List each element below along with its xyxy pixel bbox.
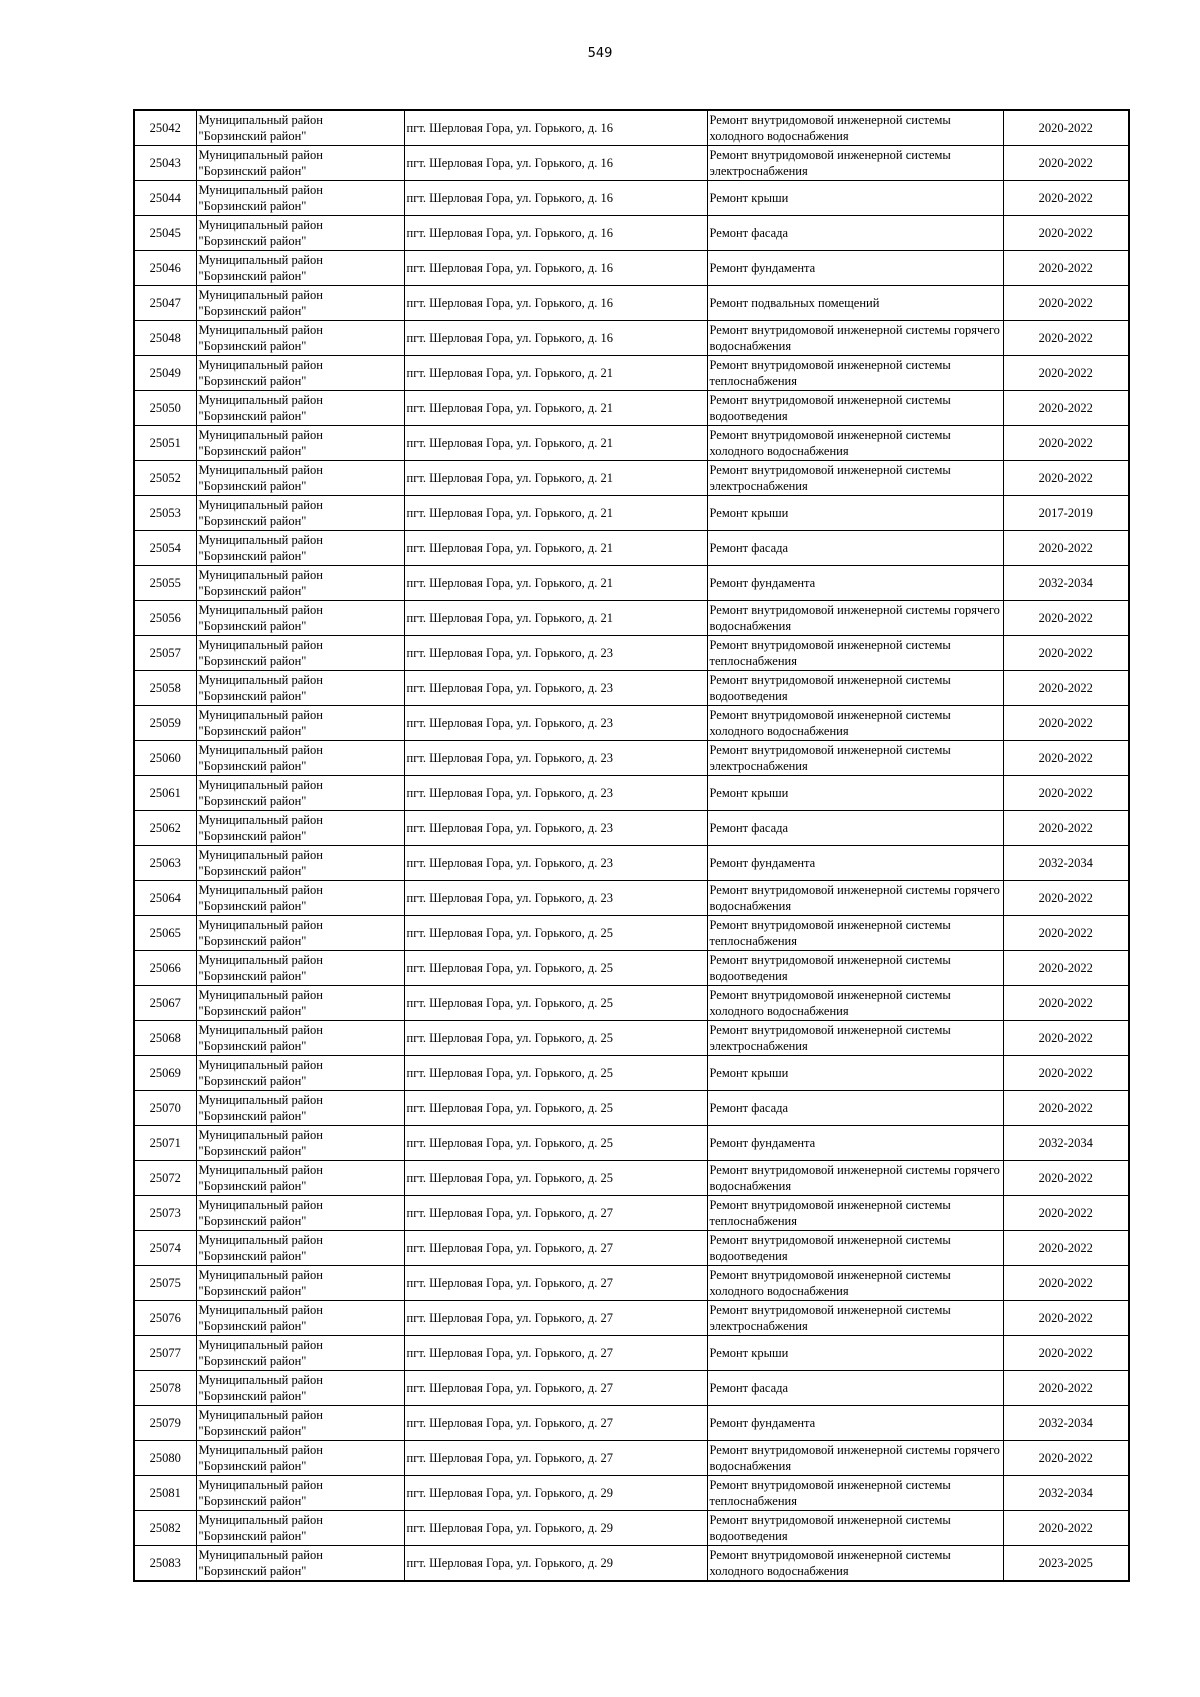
work-type-cell: Ремонт внутридомовой инженерной системы горячего водоснабжения	[707, 1161, 1003, 1196]
work-type-cell: Ремонт фундамента	[707, 846, 1003, 881]
period-cell: 2020-2022	[1003, 461, 1129, 496]
work-type-cell: Ремонт внутридомовой инженерной системы теплоснабжения	[707, 916, 1003, 951]
table-row	[134, 1406, 1129, 1441]
period-cell: 2020-2022	[1003, 811, 1129, 846]
period-cell: 2020-2022	[1003, 741, 1129, 776]
municipality-cell: Муниципальный район "Борзинский район"	[196, 1301, 404, 1336]
table-row	[134, 1196, 1129, 1231]
work-type-cell: Ремонт крыши	[707, 181, 1003, 216]
address-cell: пгт. Шерловая Гора, ул. Горького, д. 25	[404, 951, 707, 986]
municipality-cell: Муниципальный район "Борзинский район"	[196, 706, 404, 741]
row-number-cell: 25059	[134, 706, 196, 741]
address-cell: пгт. Шерловая Гора, ул. Горького, д. 21	[404, 426, 707, 461]
row-number-cell: 25063	[134, 846, 196, 881]
row-number-cell: 25049	[134, 356, 196, 391]
address-cell: пгт. Шерловая Гора, ул. Горького, д. 23	[404, 811, 707, 846]
period-cell: 2020-2022	[1003, 426, 1129, 461]
address-cell: пгт. Шерловая Гора, ул. Горького, д. 23	[404, 706, 707, 741]
table-row	[134, 1266, 1129, 1301]
table-row	[134, 881, 1129, 916]
address-cell: пгт. Шерловая Гора, ул. Горького, д. 27	[404, 1301, 707, 1336]
period-cell: 2020-2022	[1003, 286, 1129, 321]
municipality-cell: Муниципальный район "Борзинский район"	[196, 1476, 404, 1511]
row-number-cell: 25051	[134, 426, 196, 461]
row-number-cell: 25067	[134, 986, 196, 1021]
repair-schedule-table	[133, 109, 1130, 1582]
row-number-cell: 25054	[134, 531, 196, 566]
municipality-cell: Муниципальный район "Борзинский район"	[196, 916, 404, 951]
work-type-cell: Ремонт внутридомовой инженерной системы холодного водоснабжения	[707, 986, 1003, 1021]
address-cell: пгт. Шерловая Гора, ул. Горького, д. 27	[404, 1231, 707, 1266]
period-cell: 2020-2022	[1003, 951, 1129, 986]
work-type-cell: Ремонт фасада	[707, 216, 1003, 251]
table-row	[134, 286, 1129, 321]
period-cell: 2020-2022	[1003, 251, 1129, 286]
row-number-cell: 25071	[134, 1126, 196, 1161]
work-type-cell: Ремонт внутридомовой инженерной системы электроснабжения	[707, 146, 1003, 181]
period-cell: 2020-2022	[1003, 1231, 1129, 1266]
work-type-cell: Ремонт фасада	[707, 531, 1003, 566]
address-cell: пгт. Шерловая Гора, ул. Горького, д. 27	[404, 1441, 707, 1476]
municipality-cell: Муниципальный район "Борзинский район"	[196, 1406, 404, 1441]
municipality-cell: Муниципальный район "Борзинский район"	[196, 286, 404, 321]
table-row	[134, 671, 1129, 706]
work-type-cell: Ремонт внутридомовой инженерной системы водоотведения	[707, 671, 1003, 706]
work-type-cell: Ремонт крыши	[707, 1336, 1003, 1371]
municipality-cell: Муниципальный район "Борзинский район"	[196, 776, 404, 811]
municipality-cell: Муниципальный район "Борзинский район"	[196, 601, 404, 636]
table-row	[134, 1371, 1129, 1406]
row-number-cell: 25080	[134, 1441, 196, 1476]
row-number-cell: 25045	[134, 216, 196, 251]
row-number-cell: 25064	[134, 881, 196, 916]
table-row	[134, 951, 1129, 986]
work-type-cell: Ремонт внутридомовой инженерной системы теплоснабжения	[707, 356, 1003, 391]
municipality-cell: Муниципальный район "Борзинский район"	[196, 356, 404, 391]
work-type-cell: Ремонт внутридомовой инженерной системы водоотведения	[707, 391, 1003, 426]
table-row	[134, 1511, 1129, 1546]
municipality-cell: Муниципальный район "Борзинский район"	[196, 426, 404, 461]
row-number-cell: 25042	[134, 110, 196, 146]
work-type-cell: Ремонт внутридомовой инженерной системы горячего водоснабжения	[707, 321, 1003, 356]
address-cell: пгт. Шерловая Гора, ул. Горького, д. 27	[404, 1196, 707, 1231]
period-cell: 2020-2022	[1003, 1301, 1129, 1336]
address-cell: пгт. Шерловая Гора, ул. Горького, д. 16	[404, 286, 707, 321]
table-row	[134, 251, 1129, 286]
row-number-cell: 25062	[134, 811, 196, 846]
table-row	[134, 601, 1129, 636]
municipality-cell: Муниципальный район "Борзинский район"	[196, 321, 404, 356]
municipality-cell: Муниципальный район "Борзинский район"	[196, 1021, 404, 1056]
row-number-cell: 25050	[134, 391, 196, 426]
municipality-cell: Муниципальный район "Борзинский район"	[196, 986, 404, 1021]
work-type-cell: Ремонт фасада	[707, 1371, 1003, 1406]
table-row	[134, 1546, 1129, 1582]
table-row	[134, 1231, 1129, 1266]
period-cell: 2020-2022	[1003, 881, 1129, 916]
table-row	[134, 1301, 1129, 1336]
table-row	[134, 1021, 1129, 1056]
table-row	[134, 1476, 1129, 1511]
table-row	[134, 1056, 1129, 1091]
table-row	[134, 181, 1129, 216]
municipality-cell: Муниципальный район "Борзинский район"	[196, 1511, 404, 1546]
row-number-cell: 25065	[134, 916, 196, 951]
table-row	[134, 216, 1129, 251]
work-type-cell: Ремонт внутридомовой инженерной системы электроснабжения	[707, 741, 1003, 776]
table-row	[134, 1091, 1129, 1126]
table-row	[134, 776, 1129, 811]
municipality-cell: Муниципальный район "Борзинский район"	[196, 110, 404, 146]
row-number-cell: 25055	[134, 566, 196, 601]
row-number-cell: 25077	[134, 1336, 196, 1371]
period-cell: 2020-2022	[1003, 601, 1129, 636]
work-type-cell: Ремонт внутридомовой инженерной системы горячего водоснабжения	[707, 1441, 1003, 1476]
municipality-cell: Муниципальный район "Борзинский район"	[196, 846, 404, 881]
address-cell: пгт. Шерловая Гора, ул. Горького, д. 25	[404, 1021, 707, 1056]
address-cell: пгт. Шерловая Гора, ул. Горького, д. 16	[404, 110, 707, 146]
row-number-cell: 25043	[134, 146, 196, 181]
row-number-cell: 25053	[134, 496, 196, 531]
address-cell: пгт. Шерловая Гора, ул. Горького, д. 21	[404, 391, 707, 426]
municipality-cell: Муниципальный район "Борзинский район"	[196, 951, 404, 986]
row-number-cell: 25079	[134, 1406, 196, 1441]
row-number-cell: 25076	[134, 1301, 196, 1336]
work-type-cell: Ремонт внутридомовой инженерной системы электроснабжения	[707, 461, 1003, 496]
period-cell: 2020-2022	[1003, 356, 1129, 391]
row-number-cell: 25081	[134, 1476, 196, 1511]
period-cell: 2032-2034	[1003, 1476, 1129, 1511]
period-cell: 2020-2022	[1003, 181, 1129, 216]
row-number-cell: 25075	[134, 1266, 196, 1301]
municipality-cell: Муниципальный район "Борзинский район"	[196, 146, 404, 181]
table-row	[134, 146, 1129, 181]
period-cell: 2020-2022	[1003, 1161, 1129, 1196]
address-cell: пгт. Шерловая Гора, ул. Горького, д. 21	[404, 496, 707, 531]
municipality-cell: Муниципальный район "Борзинский район"	[196, 741, 404, 776]
municipality-cell: Муниципальный район "Борзинский район"	[196, 1196, 404, 1231]
address-cell: пгт. Шерловая Гора, ул. Горького, д. 25	[404, 1056, 707, 1091]
row-number-cell: 25068	[134, 1021, 196, 1056]
page-number: 549	[587, 46, 613, 61]
address-cell: пгт. Шерловая Гора, ул. Горького, д. 29	[404, 1546, 707, 1582]
row-number-cell: 25044	[134, 181, 196, 216]
table-row	[134, 916, 1129, 951]
address-cell: пгт. Шерловая Гора, ул. Горького, д. 25	[404, 1126, 707, 1161]
work-type-cell: Ремонт фасада	[707, 811, 1003, 846]
row-number-cell: 25061	[134, 776, 196, 811]
municipality-cell: Муниципальный район "Борзинский район"	[196, 531, 404, 566]
row-number-cell: 25057	[134, 636, 196, 671]
period-cell: 2020-2022	[1003, 1196, 1129, 1231]
table-row	[134, 426, 1129, 461]
address-cell: пгт. Шерловая Гора, ул. Горького, д. 29	[404, 1476, 707, 1511]
address-cell: пгт. Шерловая Гора, ул. Горького, д. 21	[404, 566, 707, 601]
period-cell: 2020-2022	[1003, 776, 1129, 811]
row-number-cell: 25082	[134, 1511, 196, 1546]
municipality-cell: Муниципальный район "Борзинский район"	[196, 881, 404, 916]
work-type-cell: Ремонт внутридомовой инженерной системы теплоснабжения	[707, 636, 1003, 671]
work-type-cell: Ремонт внутридомовой инженерной системы теплоснабжения	[707, 1196, 1003, 1231]
row-number-cell: 25052	[134, 461, 196, 496]
table-row	[134, 986, 1129, 1021]
table-row	[134, 1441, 1129, 1476]
address-cell: пгт. Шерловая Гора, ул. Горького, д. 27	[404, 1266, 707, 1301]
table-row	[134, 1161, 1129, 1196]
address-cell: пгт. Шерловая Гора, ул. Горького, д. 23	[404, 846, 707, 881]
row-number-cell: 25066	[134, 951, 196, 986]
table-row	[134, 356, 1129, 391]
period-cell: 2032-2034	[1003, 1406, 1129, 1441]
period-cell: 2020-2022	[1003, 636, 1129, 671]
municipality-cell: Муниципальный район "Борзинский район"	[196, 1266, 404, 1301]
period-cell: 2020-2022	[1003, 671, 1129, 706]
municipality-cell: Муниципальный район "Борзинский район"	[196, 1231, 404, 1266]
period-cell: 2032-2034	[1003, 566, 1129, 601]
period-cell: 2020-2022	[1003, 216, 1129, 251]
address-cell: пгт. Шерловая Гора, ул. Горького, д. 23	[404, 881, 707, 916]
period-cell: 2020-2022	[1003, 1371, 1129, 1406]
address-cell: пгт. Шерловая Гора, ул. Горького, д. 16	[404, 181, 707, 216]
row-number-cell: 25070	[134, 1091, 196, 1126]
address-cell: пгт. Шерловая Гора, ул. Горького, д. 16	[404, 251, 707, 286]
table-row	[134, 321, 1129, 356]
work-type-cell: Ремонт фундамента	[707, 1126, 1003, 1161]
municipality-cell: Муниципальный район "Борзинский район"	[196, 811, 404, 846]
work-type-cell: Ремонт внутридомовой инженерной системы холодного водоснабжения	[707, 1546, 1003, 1582]
address-cell: пгт. Шерловая Гора, ул. Горького, д. 21	[404, 356, 707, 391]
address-cell: пгт. Шерловая Гора, ул. Горького, д. 21	[404, 461, 707, 496]
address-cell: пгт. Шерловая Гора, ул. Горького, д. 16	[404, 321, 707, 356]
period-cell: 2020-2022	[1003, 321, 1129, 356]
municipality-cell: Муниципальный район "Борзинский район"	[196, 391, 404, 426]
work-type-cell: Ремонт фундамента	[707, 566, 1003, 601]
row-number-cell: 25056	[134, 601, 196, 636]
row-number-cell: 25048	[134, 321, 196, 356]
address-cell: пгт. Шерловая Гора, ул. Горького, д. 21	[404, 531, 707, 566]
address-cell: пгт. Шерловая Гора, ул. Горького, д. 25	[404, 986, 707, 1021]
period-cell: 2032-2034	[1003, 846, 1129, 881]
work-type-cell: Ремонт подвальных помещений	[707, 286, 1003, 321]
period-cell: 2023-2025	[1003, 1546, 1129, 1582]
table-row	[134, 531, 1129, 566]
table-row	[134, 1126, 1129, 1161]
work-type-cell: Ремонт внутридомовой инженерной системы водоотведения	[707, 951, 1003, 986]
work-type-cell: Ремонт крыши	[707, 496, 1003, 531]
period-cell: 2032-2034	[1003, 1126, 1129, 1161]
period-cell: 2020-2022	[1003, 916, 1129, 951]
municipality-cell: Муниципальный район "Борзинский район"	[196, 496, 404, 531]
municipality-cell: Муниципальный район "Борзинский район"	[196, 181, 404, 216]
period-cell: 2020-2022	[1003, 1441, 1129, 1476]
municipality-cell: Муниципальный район "Борзинский район"	[196, 566, 404, 601]
row-number-cell: 25046	[134, 251, 196, 286]
table-row	[134, 566, 1129, 601]
table-row	[134, 741, 1129, 776]
municipality-cell: Муниципальный район "Борзинский район"	[196, 671, 404, 706]
row-number-cell: 25069	[134, 1056, 196, 1091]
address-cell: пгт. Шерловая Гора, ул. Горького, д. 27	[404, 1371, 707, 1406]
municipality-cell: Муниципальный район "Борзинский район"	[196, 216, 404, 251]
row-number-cell: 25078	[134, 1371, 196, 1406]
municipality-cell: Муниципальный район "Борзинский район"	[196, 461, 404, 496]
table-row	[134, 110, 1129, 146]
work-type-cell: Ремонт внутридомовой инженерной системы электроснабжения	[707, 1301, 1003, 1336]
period-cell: 2020-2022	[1003, 1266, 1129, 1301]
address-cell: пгт. Шерловая Гора, ул. Горького, д. 21	[404, 601, 707, 636]
work-type-cell: Ремонт внутридомовой инженерной системы холодного водоснабжения	[707, 110, 1003, 146]
address-cell: пгт. Шерловая Гора, ул. Горького, д. 16	[404, 216, 707, 251]
table-row	[134, 846, 1129, 881]
row-number-cell: 25058	[134, 671, 196, 706]
address-cell: пгт. Шерловая Гора, ул. Горького, д. 23	[404, 776, 707, 811]
table-row	[134, 461, 1129, 496]
period-cell: 2020-2022	[1003, 146, 1129, 181]
table-row	[134, 811, 1129, 846]
municipality-cell: Муниципальный район "Борзинский район"	[196, 1441, 404, 1476]
municipality-cell: Муниципальный район "Борзинский район"	[196, 1056, 404, 1091]
period-cell: 2020-2022	[1003, 110, 1129, 146]
work-type-cell: Ремонт внутридомовой инженерной системы горячего водоснабжения	[707, 601, 1003, 636]
table-row	[134, 391, 1129, 426]
row-number-cell: 25083	[134, 1546, 196, 1582]
work-type-cell: Ремонт фасада	[707, 1091, 1003, 1126]
work-type-cell: Ремонт внутридомовой инженерной системы холодного водоснабжения	[707, 1266, 1003, 1301]
municipality-cell: Муниципальный район "Борзинский район"	[196, 1336, 404, 1371]
period-cell: 2020-2022	[1003, 1021, 1129, 1056]
address-cell: пгт. Шерловая Гора, ул. Горького, д. 29	[404, 1511, 707, 1546]
table-body	[134, 110, 1129, 1581]
municipality-cell: Муниципальный район "Борзинский район"	[196, 1091, 404, 1126]
period-cell: 2020-2022	[1003, 1091, 1129, 1126]
address-cell: пгт. Шерловая Гора, ул. Горького, д. 25	[404, 1161, 707, 1196]
address-cell: пгт. Шерловая Гора, ул. Горького, д. 27	[404, 1336, 707, 1371]
table-row	[134, 1336, 1129, 1371]
address-cell: пгт. Шерловая Гора, ул. Горького, д. 23	[404, 741, 707, 776]
table-row	[134, 636, 1129, 671]
table-row	[134, 496, 1129, 531]
period-cell: 2020-2022	[1003, 986, 1129, 1021]
work-type-cell: Ремонт внутридомовой инженерной системы электроснабжения	[707, 1021, 1003, 1056]
period-cell: 2020-2022	[1003, 1056, 1129, 1091]
period-cell: 2020-2022	[1003, 531, 1129, 566]
period-cell: 2017-2019	[1003, 496, 1129, 531]
address-cell: пгт. Шерловая Гора, ул. Горького, д. 25	[404, 1091, 707, 1126]
address-cell: пгт. Шерловая Гора, ул. Горького, д. 23	[404, 636, 707, 671]
row-number-cell: 25074	[134, 1231, 196, 1266]
municipality-cell: Муниципальный район "Борзинский район"	[196, 1161, 404, 1196]
period-cell: 2020-2022	[1003, 1336, 1129, 1371]
municipality-cell: Муниципальный район "Борзинский район"	[196, 1371, 404, 1406]
work-type-cell: Ремонт внутридомовой инженерной системы водоотведения	[707, 1511, 1003, 1546]
address-cell: пгт. Шерловая Гора, ул. Горького, д. 27	[404, 1406, 707, 1441]
address-cell: пгт. Шерловая Гора, ул. Горького, д. 25	[404, 916, 707, 951]
municipality-cell: Муниципальный район "Борзинский район"	[196, 1546, 404, 1582]
period-cell: 2020-2022	[1003, 391, 1129, 426]
row-number-cell: 25073	[134, 1196, 196, 1231]
work-type-cell: Ремонт крыши	[707, 1056, 1003, 1091]
row-number-cell: 25060	[134, 741, 196, 776]
work-type-cell: Ремонт крыши	[707, 776, 1003, 811]
municipality-cell: Муниципальный район "Борзинский район"	[196, 636, 404, 671]
work-type-cell: Ремонт внутридомовой инженерной системы горячего водоснабжения	[707, 881, 1003, 916]
municipality-cell: Муниципальный район "Борзинский район"	[196, 1126, 404, 1161]
address-cell: пгт. Шерловая Гора, ул. Горького, д. 23	[404, 671, 707, 706]
row-number-cell: 25047	[134, 286, 196, 321]
work-type-cell: Ремонт внутридомовой инженерной системы холодного водоснабжения	[707, 426, 1003, 461]
work-type-cell: Ремонт фундамента	[707, 251, 1003, 286]
period-cell: 2020-2022	[1003, 706, 1129, 741]
row-number-cell: 25072	[134, 1161, 196, 1196]
work-type-cell: Ремонт внутридомовой инженерной системы холодного водоснабжения	[707, 706, 1003, 741]
address-cell: пгт. Шерловая Гора, ул. Горького, д. 16	[404, 146, 707, 181]
table-row	[134, 706, 1129, 741]
work-type-cell: Ремонт фундамента	[707, 1406, 1003, 1441]
period-cell: 2020-2022	[1003, 1511, 1129, 1546]
work-type-cell: Ремонт внутридомовой инженерной системы теплоснабжения	[707, 1476, 1003, 1511]
municipality-cell: Муниципальный район "Борзинский район"	[196, 251, 404, 286]
work-type-cell: Ремонт внутридомовой инженерной системы водоотведения	[707, 1231, 1003, 1266]
